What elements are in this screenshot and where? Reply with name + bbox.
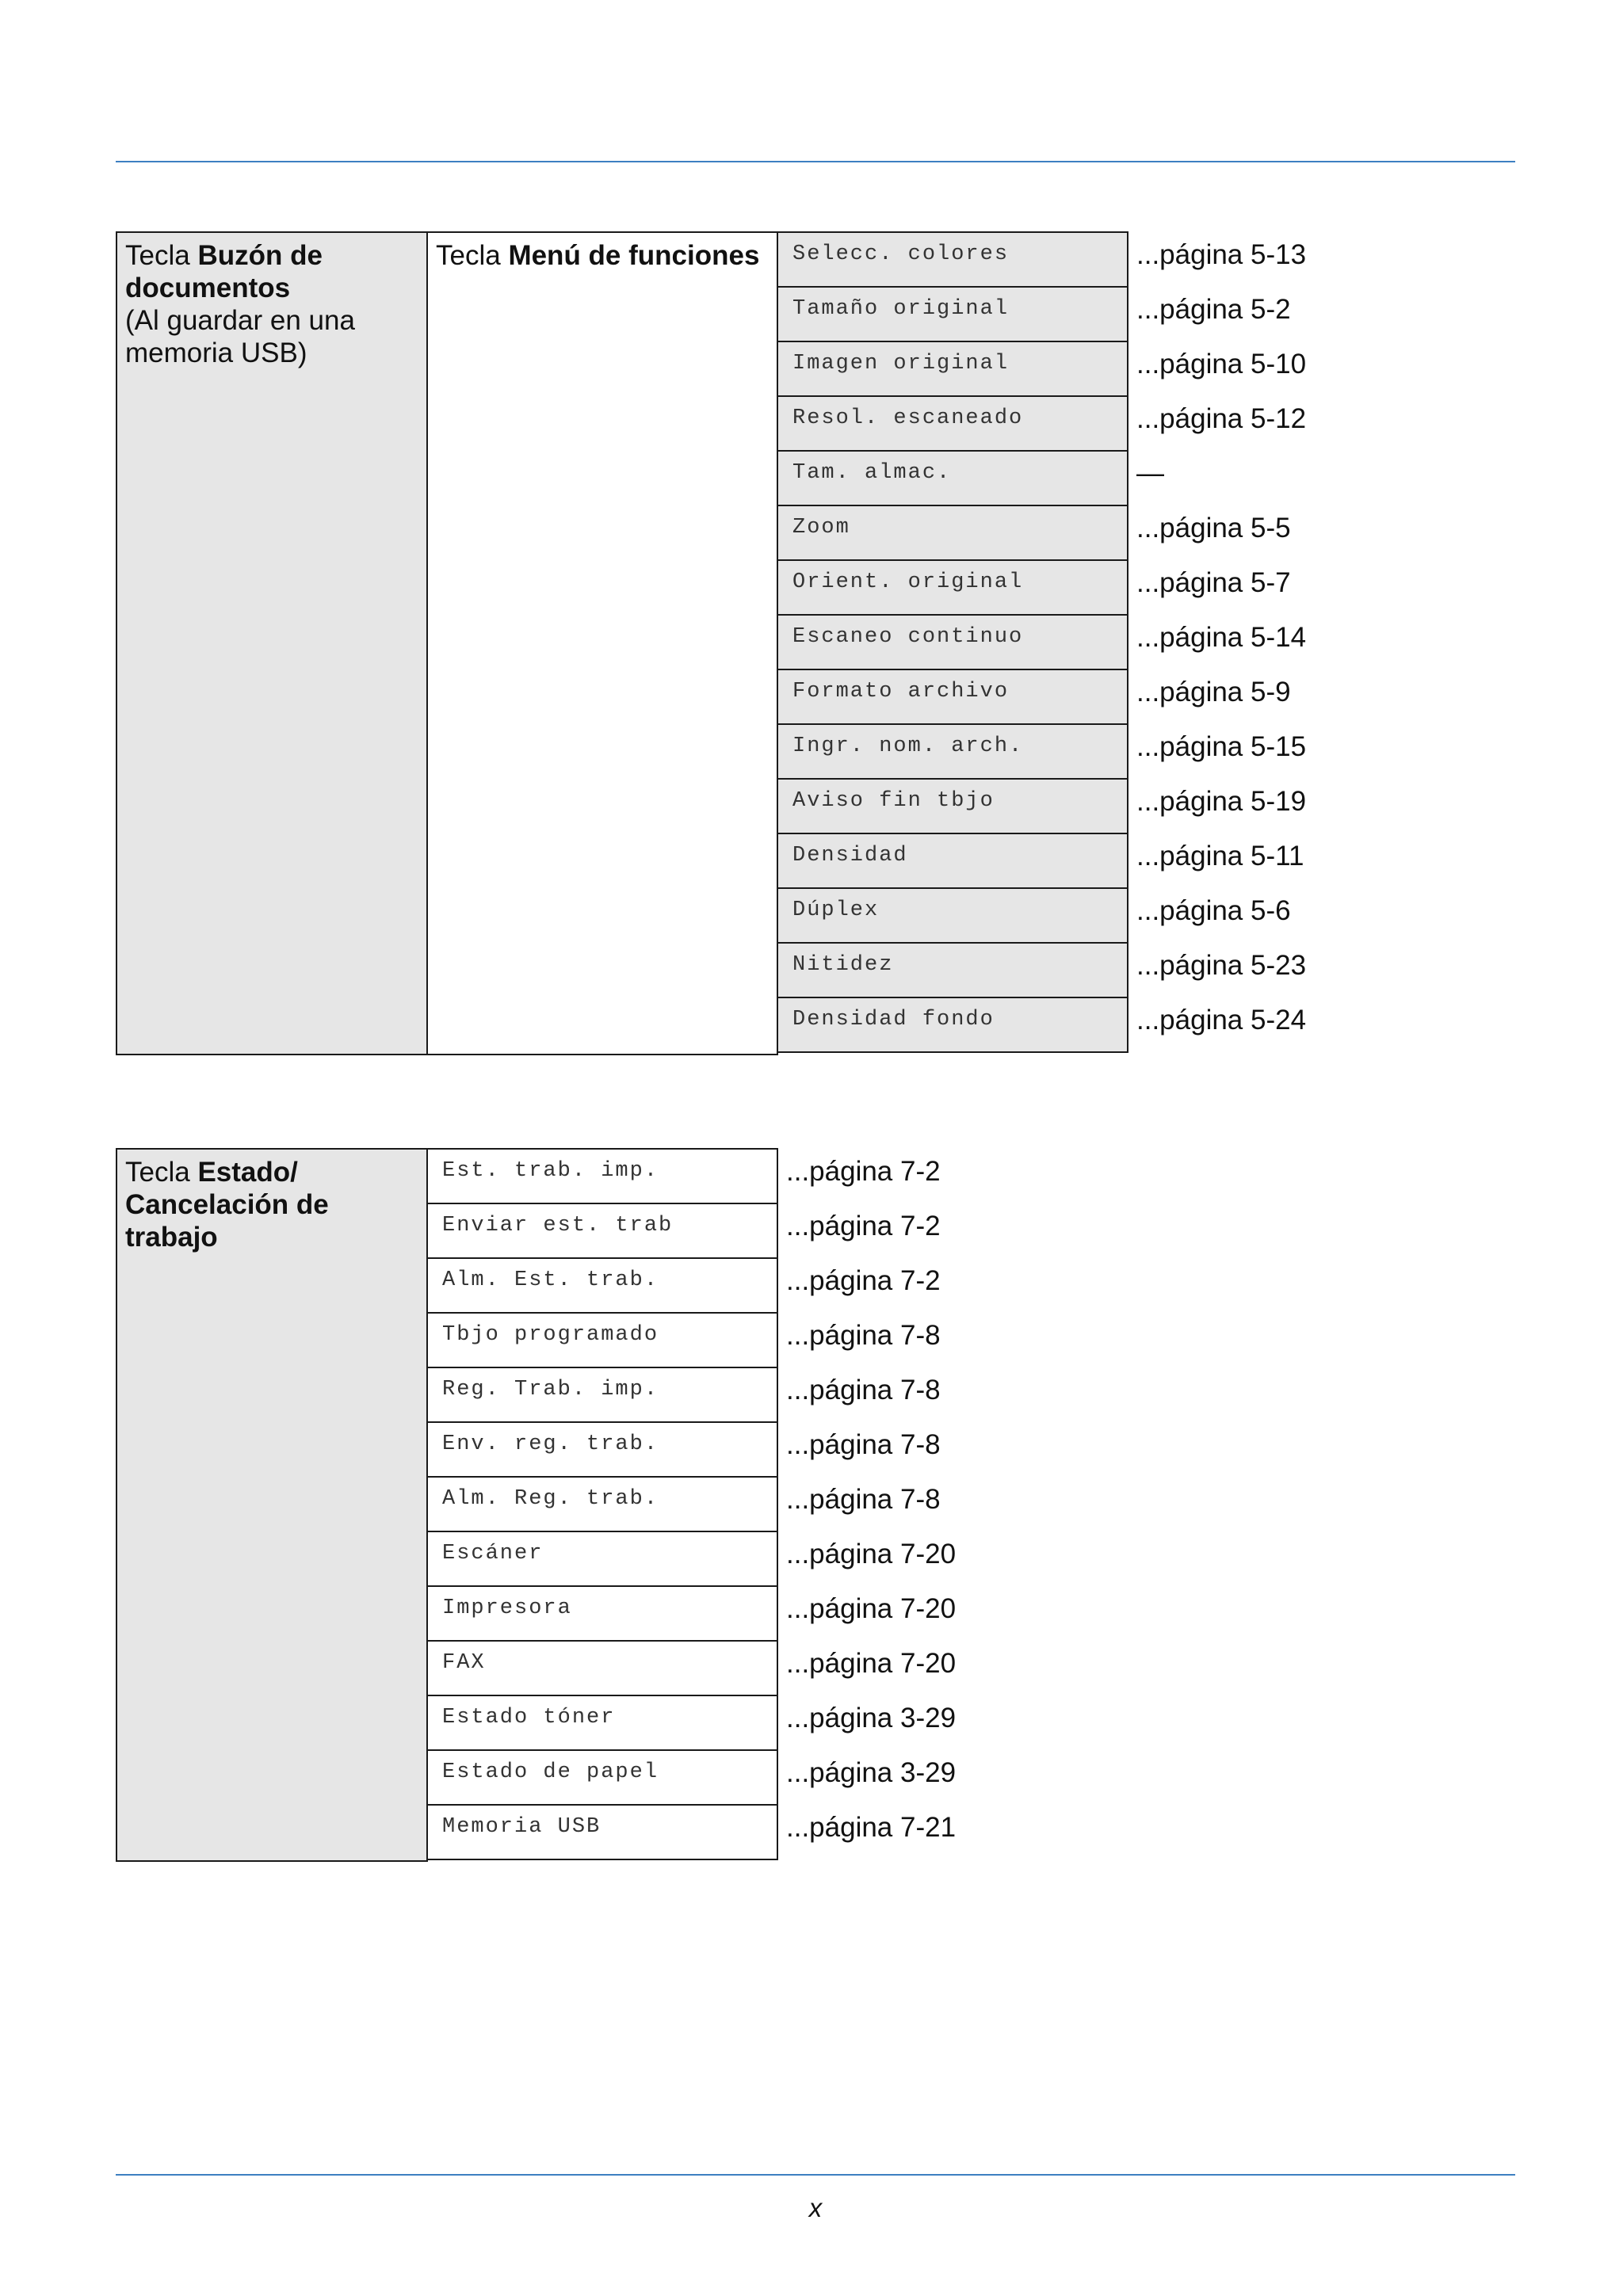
page-reference: ...página 7-8	[786, 1429, 941, 1460]
menu-item: FAX	[426, 1640, 778, 1696]
page-reference: ...página 7-20	[786, 1593, 957, 1624]
menu-item: Alm. Est. trab.	[426, 1257, 778, 1314]
menu-item: Escáner	[426, 1531, 778, 1587]
menu-item: Selecc. colores	[777, 231, 1128, 288]
page-reference: ...página 5-14	[1136, 622, 1307, 653]
key-cell-status-cancel	[116, 1148, 428, 1862]
menu-item: Memoria USB	[426, 1804, 778, 1860]
menu-item: Dúplex	[777, 887, 1128, 944]
key-name: Estado/ Cancelación de trabajo	[125, 1157, 329, 1253]
key-cell-document-box	[116, 231, 428, 1055]
menu-item: Ingr. nom. arch.	[777, 723, 1128, 780]
key-note: (Al guardar en una memoria USB)	[125, 305, 355, 368]
menu-name: Menú de funciones	[508, 240, 760, 271]
page-reference: ...página 7-8	[786, 1320, 941, 1351]
page-reference: ...página 7-20	[786, 1648, 957, 1679]
menu-item: Est. trab. imp.	[426, 1148, 778, 1204]
key-cell-function-menu	[426, 231, 778, 1055]
page-reference: ...página 5-9	[1136, 677, 1291, 707]
page-reference: ...página 5-5	[1136, 513, 1291, 543]
menu-item: Estado de papel	[426, 1749, 778, 1806]
page-number: x	[808, 2193, 823, 2222]
page-reference: ...página 5-19	[1136, 786, 1307, 817]
menu-item: Escaneo continuo	[777, 614, 1128, 670]
page-reference: ...página 5-11	[1136, 841, 1304, 871]
page-reference: —	[1136, 458, 1164, 489]
menu-item: Reg. Trab. imp.	[426, 1367, 778, 1423]
footer-rule	[116, 2174, 1515, 2176]
menu-item: Imagen original	[777, 341, 1128, 397]
page-reference: ...página 5-12	[1136, 403, 1307, 434]
page-reference: ...página 5-6	[1136, 895, 1291, 926]
page-reference: ...página 7-8	[786, 1484, 941, 1515]
page-reference: ...página 7-2	[786, 1265, 941, 1296]
menu-item: Enviar est. trab	[426, 1203, 778, 1259]
key-name: Buzón de documentos	[125, 240, 323, 303]
page-reference: ...página 3-29	[786, 1703, 957, 1733]
menu-item: Densidad	[777, 833, 1128, 889]
menu-item: Resol. escaneado	[777, 395, 1128, 452]
header-rule	[116, 161, 1515, 162]
page-reference: ...página 5-23	[1136, 950, 1307, 981]
page-reference: ...página 7-8	[786, 1375, 941, 1405]
key-prefix: Tecla	[125, 240, 198, 271]
menu-item: Zoom	[777, 505, 1128, 561]
menu-item: Densidad fondo	[777, 997, 1128, 1053]
page-reference: ...página 7-2	[786, 1156, 941, 1187]
menu-item: Tbjo programado	[426, 1312, 778, 1368]
page-reference: ...página 5-24	[1136, 1005, 1307, 1035]
menu-item: Tam. almac.	[777, 450, 1128, 506]
page-reference: ...página 3-29	[786, 1757, 957, 1788]
menu-item: Nitidez	[777, 942, 1128, 998]
menu-item: Alm. Reg. trab.	[426, 1476, 778, 1532]
menu-item: Env. reg. trab.	[426, 1421, 778, 1478]
page-reference: ...página 5-10	[1136, 349, 1307, 379]
menu-item: Estado tóner	[426, 1695, 778, 1751]
page-reference: ...página 7-21	[786, 1812, 957, 1843]
page-reference: ...página 7-2	[786, 1211, 941, 1241]
page-reference: ...página 5-2	[1136, 294, 1291, 325]
menu-prefix: Tecla	[436, 240, 509, 271]
key-prefix: Tecla	[125, 1157, 198, 1188]
menu-item: Formato archivo	[777, 669, 1128, 725]
page-reference: ...página 7-20	[786, 1539, 957, 1569]
page-reference: ...página 5-15	[1136, 731, 1307, 762]
page-reference: ...página 5-13	[1136, 239, 1307, 270]
menu-item: Tamaño original	[777, 286, 1128, 342]
page-reference: ...página 5-7	[1136, 567, 1291, 598]
menu-item: Impresora	[426, 1585, 778, 1642]
menu-item: Orient. original	[777, 559, 1128, 616]
menu-item: Aviso fin tbjo	[777, 778, 1128, 834]
